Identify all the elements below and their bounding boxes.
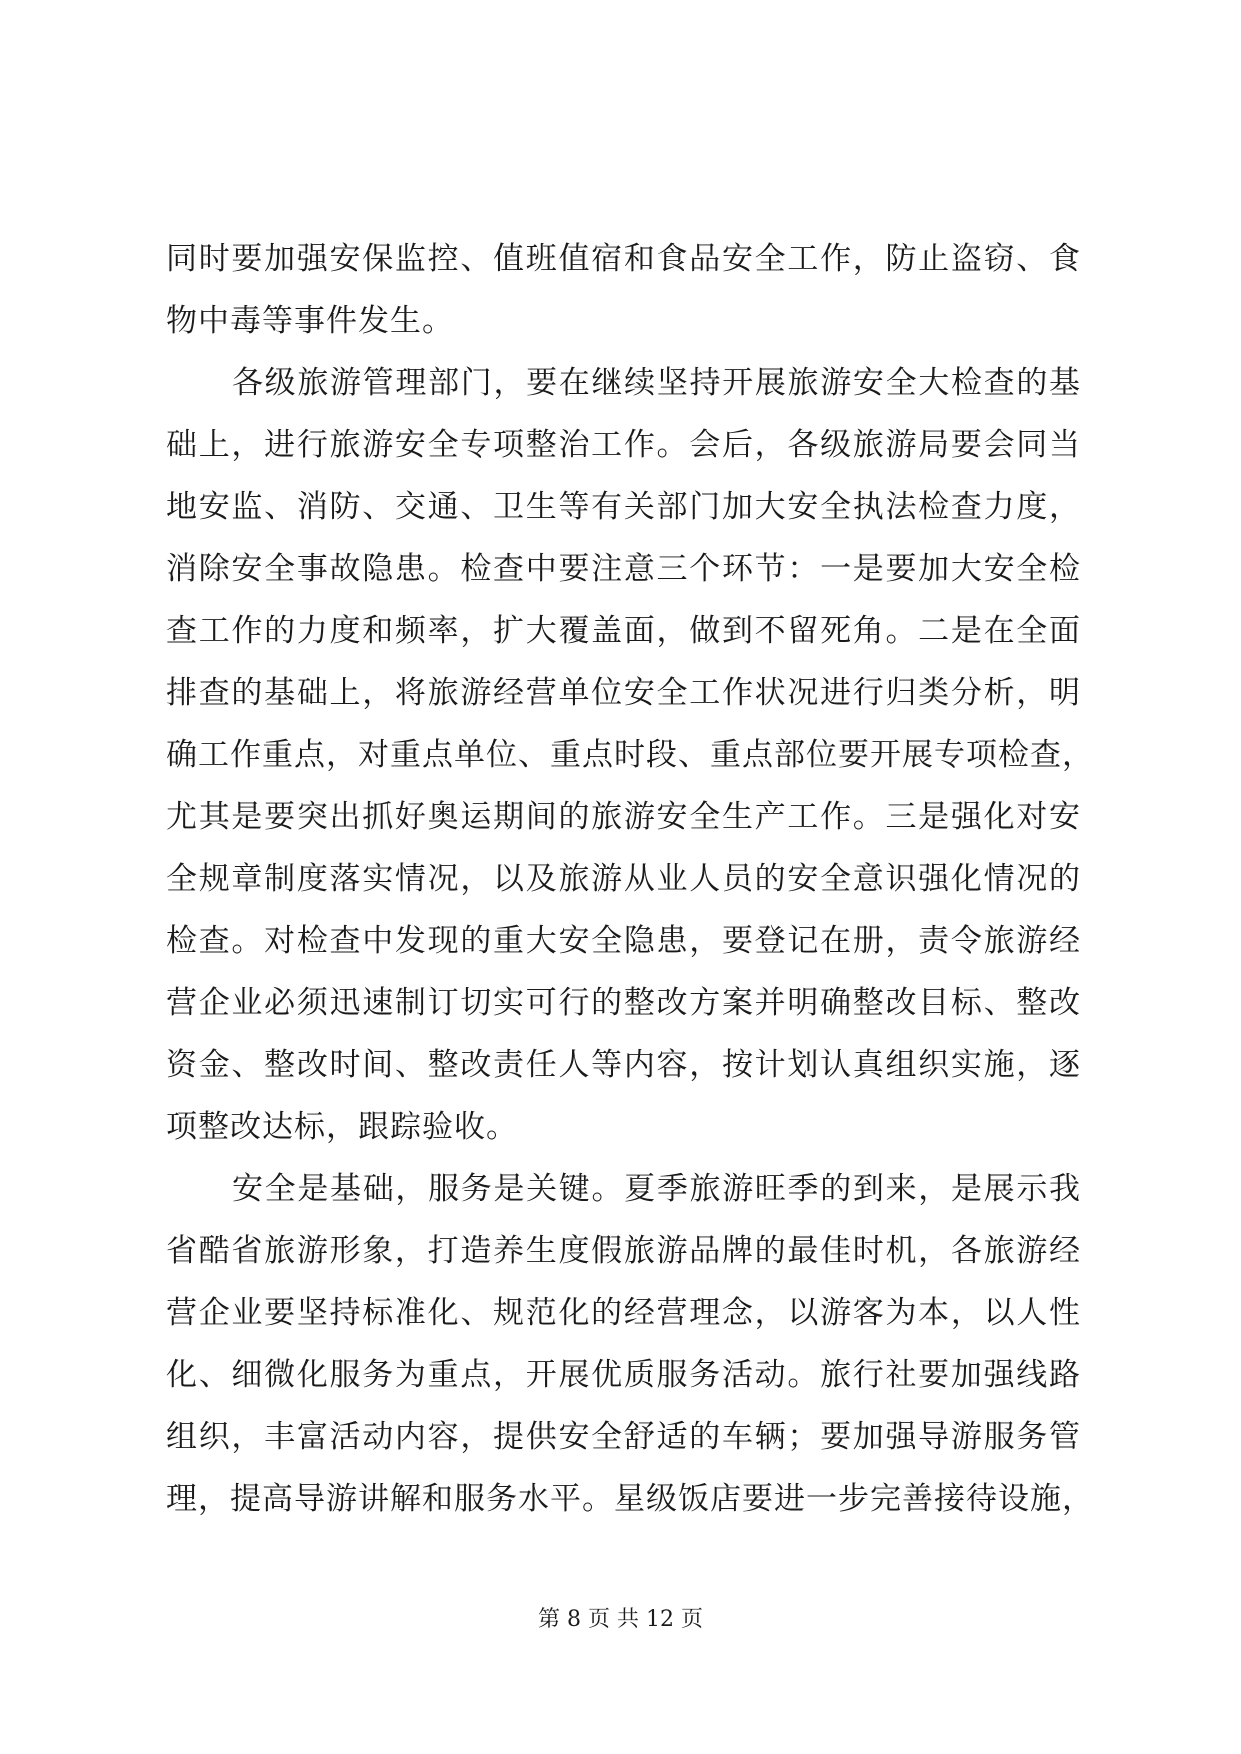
text-line: 资金、整改时间、整改责任人等内容，按计划认真组织实施，逐 bbox=[166, 1047, 1081, 1083]
text-line: 安全是基础，服务是关键。夏季旅游旺季的到来，是展示我 bbox=[232, 1171, 1081, 1207]
text-line: 项整改达标，跟踪验收。 bbox=[166, 1109, 518, 1145]
text-line: 查工作的力度和频率，扩大覆盖面，做到不留死角。二是在全面 bbox=[166, 613, 1081, 649]
text-line: 确工作重点，对重点单位、重点时段、重点部位要开展专项检查， bbox=[166, 737, 1094, 773]
body-text bbox=[166, 228, 1094, 1530]
text-line: 理，提高导游讲解和服务水平。星级饭店要进一步完善接待设施， bbox=[166, 1481, 1094, 1517]
text-line: 同时要加强安保监控、值班值宿和食品安全工作，防止盗窃、食 bbox=[166, 241, 1081, 277]
text-line: 营企业必须迅速制订切实可行的整改方案并明确整改目标、整改 bbox=[166, 985, 1081, 1021]
text-line: 化、细微化服务为重点，开展优质服务活动。旅行社要加强线路 bbox=[166, 1357, 1081, 1393]
text-line: 组织，丰富活动内容，提供安全舒适的车辆；要加强导游服务管 bbox=[166, 1419, 1081, 1455]
text-line: 营企业要坚持标准化、规范化的经营理念，以游客为本，以人性 bbox=[166, 1295, 1081, 1331]
text-line: 各级旅游管理部门，要在继续坚持开展旅游安全大检查的基 bbox=[232, 365, 1081, 401]
text-line: 全规章制度落实情况，以及旅游从业人员的安全意识强化情况的 bbox=[166, 861, 1081, 897]
page-number-footer: 第 8 页 共 12 页 bbox=[538, 1607, 703, 1632]
text-line: 物中毒等事件发生。 bbox=[166, 303, 454, 339]
text-line: 检查。对检查中发现的重大安全隐患，要登记在册，责令旅游经 bbox=[166, 923, 1081, 959]
text-line: 尤其是要突出抓好奥运期间的旅游安全生产工作。三是强化对安 bbox=[166, 799, 1081, 835]
text-line: 础上，进行旅游安全专项整治工作。会后，各级旅游局要会同当 bbox=[166, 427, 1081, 463]
text-line: 消除安全事故隐患。检查中要注意三个环节：一是要加大安全检 bbox=[166, 551, 1081, 587]
text-line: 排查的基础上，将旅游经营单位安全工作状况进行归类分析，明 bbox=[166, 675, 1081, 711]
text-line: 省酷省旅游形象，打造养生度假旅游品牌的最佳时机，各旅游经 bbox=[166, 1233, 1081, 1269]
text-line: 地安监、消防、交通、卫生等有关部门加大安全执法检查力度， bbox=[166, 489, 1081, 525]
